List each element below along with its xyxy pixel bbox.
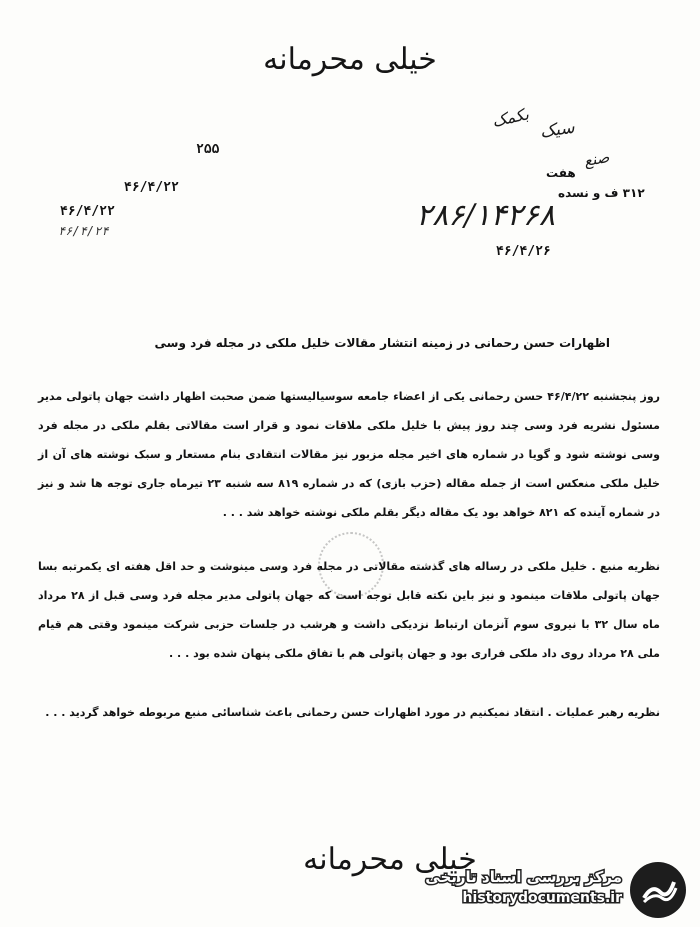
paragraph-source-opinion: نظریه منبع . خلیل ملکی در رساله های گذشته مقالاتی در مجله فرد وسی مینوشت و حد اقل هفته ای یکمرتبه بسا جهان پاتولی ملاقات مینمود و نیز باین نکته قابل توجه است که جهان پاتولی مدیر مجله فرد وسی قبل از ۲۸ مرداد ماه سال ۳۲ با نیروی سوم آنزمان ارتباط نزدیکی داشت و هرشب در جلسات حزبی شرکت مینمود وقتی هم قیام ملی ۲۸ مرداد روی داد ملکی فراری بود و جهان پاتولی هم با تفاق ملکی پنهان شده بود . . . (38, 560, 660, 660)
label-serial: ۳۱۲ ف و نسده (558, 186, 645, 200)
handwritten-note: صنع (582, 147, 611, 171)
classification-footer: خیلی محرمانه (303, 842, 477, 877)
date-handwritten: ۴۶/۴/۲۴ (58, 224, 109, 238)
handwritten-note: بکمک (490, 104, 531, 131)
paragraph-report: روز پنجشنبه ۴۶/۴/۲۲ حسن رحمانی یکی از اعضاء جامعه سوسیالیستها ضمن صحبت اظهار داشت جهان پاتولی مدیر مسئول نشریه فرد وسی چند روز پیش با خلیل ملکی ملاقات نمود و قرار است مقالاتی بقلم ملکی در مجله فرد وسی نوشته شود و گویا در شماره های اخیر مجله مزبور نیز مقالات انتقادی بنام مستعار و سبک نوشته های آن از خلیل ملکی منعکس است از جمله مقاله (حزب بازی) که در شماره ۸۱۹ سه شنبه ۲۳ تیرماه جاری توجه ها شد و نیز در شماره آینده که ۸۲۱ خواهد بود یک مقاله دیگر بقلم ملکی نوشته خواهد شد . . . (38, 390, 660, 519)
date-stamp: ۴۶/۴/۲۲ (124, 180, 179, 195)
handwritten-reference-number: ۲۸۶/۱۴۲۶۸ (416, 198, 556, 233)
watermark-url: historydocuments.ir (462, 890, 622, 906)
document-number: ۲۵۵ (196, 142, 220, 157)
handwritten-note: سیک (538, 117, 576, 143)
date-stamp: ۴۶/۴/۲۲ (60, 204, 115, 219)
classification-header: خیلی محرمانه (263, 42, 437, 77)
book-icon (630, 862, 686, 918)
label-haft: هفت (546, 166, 576, 180)
watermark-org-name: مرکز بررسی اسناد تاریخی (425, 868, 622, 886)
date-stamp: ۴۶/۴/۲۶ (496, 244, 551, 259)
document-subject: اظهارات حسن رحمانی در زمینه انتشار مقالات خلیل ملکی در مجله فرد وسی (154, 336, 610, 350)
paragraph-director-opinion: نظریه رهبر عملیات . انتقاد نمیکنیم در مورد اظهارات حسن رحمانی باعث شناسائی منبع مربوطه خواهد گردید . . . (45, 706, 660, 719)
